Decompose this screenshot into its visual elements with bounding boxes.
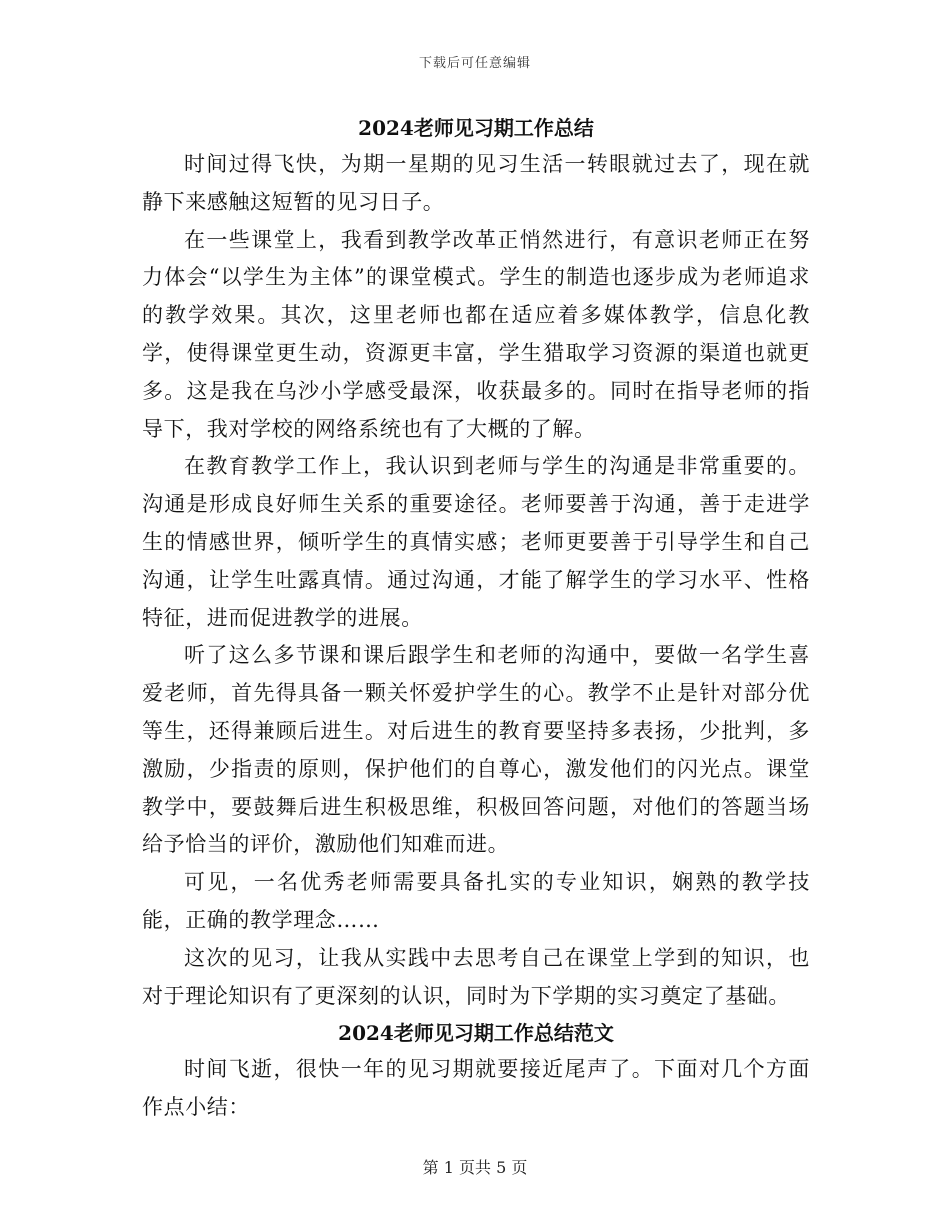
paragraph: 这次的见习，让我从实践中去思考自己在课堂上学到的知识，也对于理论知识有了更深刻的认识，同时为下学期的实习奠定了基础。 — [142, 945, 810, 1008]
section-title: 2024老师见习期工作总结范文 — [338, 1021, 614, 1046]
document-title: 2024老师见习期工作总结 — [358, 116, 594, 140]
paragraph: 在教育教学工作上，我认识到老师与学生的沟通是非常重要的。沟通是形成良好师生关系的重要途径。老师要善于沟通，善于走进学生的情感世界，倾听学生的真情实感；老师更要善于引导学生和自己沟通，让学生吐露真情。通过沟通，才能了解学生的学习水平、性格特征，进而促进教学的进展。 — [142, 454, 810, 630]
paragraph: 听了这么多节课和课后跟学生和老师的沟通中，要做一名学生喜爱老师，首先得具备一颗关怀爱护学生的心。教学不止是针对部分优等生，还得兼顾后进生。对后进生的教育要坚持多表扬，少批判，多激励，少指责的原则，保护他们的自尊心，激发他们的闪光点。课堂教学中，要鼓舞后进生积极思维，积极回答问题，对他们的答题当场给予恰当的评价，激励他们知难而进。 — [142, 643, 810, 857]
page-number: 第 1 页共 5 页 — [422, 1158, 528, 1177]
paragraph: 在一些课堂上，我看到教学改革正悄然进行，有意识老师正在努力体会“以学生为主体”的课堂模式。学生的制造也逐步成为老师追求的教学效果。其次，这里老师也都在适应着多媒体教学，信息化教学，使得课堂更生动，资源更丰富，学生猎取学习资源的渠道也就更多。这是我在乌沙小学感受最深，收获最多的。同时在指导老师的指导下，我对学校的网络系统也有了大概的了解。 — [142, 227, 810, 441]
paragraph: 时间飞逝，很快一年的见习期就要接近尾声了。下面对几个方面作点小结： — [142, 1057, 810, 1120]
paragraph: 时间过得飞快，为期一星期的见习生活一转眼就过去了，现在就静下来感触这短暂的见习日子。 — [142, 152, 810, 214]
page-header-note: 下载后可任意编辑 — [418, 56, 531, 71]
paragraph: 可见，一名优秀老师需要具备扎实的专业知识，娴熟的教学技能，正确的教学理念…… — [142, 870, 810, 932]
document-body — [142, 108, 810, 1127]
